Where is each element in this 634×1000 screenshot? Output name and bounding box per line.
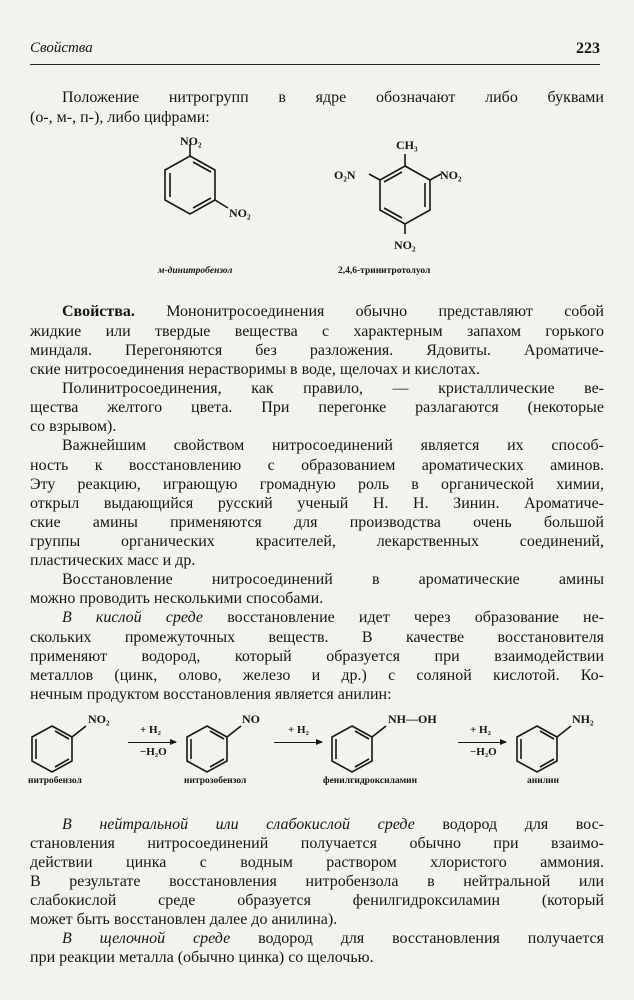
- lower-p7-line-1: [62, 929, 604, 948]
- properties-p3-line-3: Эту реакцию, играющую громадную роль в органической химии,: [30, 476, 604, 493]
- lower-p6-line-1: [62, 815, 604, 834]
- properties-p1-first-rest: Мононитросоединения обычно представляют собой: [166, 303, 604, 320]
- lower-p7-line-2: при реакции металла (обычно цинка) со щелочью.: [30, 949, 374, 966]
- lower-p6-first-rest: водород для вос-: [442, 816, 604, 833]
- properties-p2-line-2: щества желтого цвета. При перегонке разлагаются (некоторые: [30, 399, 604, 416]
- lower-p6-line-3: действии цинка с водным раствором хлористого аммония.: [30, 854, 604, 871]
- intro-line-2: (о-, м-, п-), либо цифрами:: [30, 109, 210, 126]
- properties-p4-line-2: можно проводить несколькими способами.: [30, 590, 324, 607]
- properties-p5-line-5: нечным продуктом восстановления является анилин:: [30, 686, 392, 703]
- properties-p5-line-2: скольких промежуточных веществ. В качестве восстановителя: [30, 629, 604, 646]
- properties-p3-line-6: группы органических красителей, лекарственных соединений,: [30, 533, 604, 550]
- properties-p1-line-4: ские нитросоединения нерастворимы в воде, щелочах и кислотах.: [30, 361, 481, 378]
- arrow3-bottom-label: −H₂O: [470, 746, 497, 758]
- aniline-group: NH₂: [572, 712, 594, 726]
- lower-p6-line-4: В результате восстановления нитробензола в нейтральной или: [30, 873, 604, 890]
- trinitrotoluene-group-top: CH₃: [396, 138, 418, 152]
- properties-p2-line-3: со взрывом).: [30, 418, 117, 435]
- alkaline-medium-label: В щелочной среде: [62, 930, 231, 947]
- properties-p5-first-rest: восстановление идет через образование не-: [227, 609, 605, 626]
- phenylhydroxylamine-group: NH—OH: [388, 712, 437, 726]
- dinitrobenzene-group-top: NO₂: [180, 134, 202, 148]
- aniline-caption: анилин: [527, 776, 559, 786]
- properties-p3-line-5: ские амины применяются для производства очень большой: [30, 514, 604, 531]
- properties-p3-line-1: Важнейшим свойством нитросоединений является их способ-: [62, 437, 604, 454]
- properties-p4-line-1: Восстановление нитросоединений в ароматические амины: [62, 571, 604, 588]
- phenylhydroxylamine-caption: фенилгидроксиламин: [323, 776, 418, 786]
- nitrobenzene-group: NO₂: [88, 712, 110, 726]
- properties-p5-line-3: применяют водород, который образуется при взаимодействии: [30, 648, 604, 665]
- acid-medium-label: В кислой среде: [62, 609, 204, 626]
- nitrobenzene-caption: нитробензол: [28, 776, 82, 786]
- properties-line-1: [62, 302, 604, 321]
- dinitrobenzene-caption: м-динитробензол: [158, 266, 233, 276]
- nitrosobenzene-caption: нитрозобензол: [184, 776, 247, 786]
- neutral-medium-label: В нейтральной или слабокислой среде: [62, 816, 415, 833]
- lower-p7-first-rest: водород для восстановления получается: [258, 930, 605, 947]
- running-header-section: Свойства: [30, 40, 93, 56]
- trinitrotoluene-group-right: NO₂: [440, 168, 462, 182]
- properties-p2-line-1: Полинитросоединения, как правило, — кристаллические ве-: [62, 380, 604, 397]
- trinitrotoluene-caption: 2,4,6-тринитротолуол: [338, 266, 431, 276]
- trinitrotoluene-group-bottom: NO₂: [394, 238, 416, 252]
- dinitrobenzene-group-meta: NO₂: [229, 206, 251, 220]
- arrow2-top-label: + H₂: [288, 724, 309, 736]
- properties-p3-line-7: пластических масс и др.: [30, 552, 196, 569]
- intro-line-1: Положение нитрогрупп в ядре обозначают либо буквами: [62, 89, 604, 106]
- properties-heading: Свойства.: [62, 303, 135, 320]
- lower-p6-line-2: становления нитросоединений получается обычно при взаимо-: [30, 835, 604, 852]
- nitrosobenzene-group: NO: [242, 712, 260, 726]
- page-number: 223: [576, 40, 600, 57]
- properties-p1-line-2: жидкие или твердые вещества с характерным запахом горького: [30, 323, 604, 340]
- lower-p6-line-6: может быть восстановлен далее до анилина).: [30, 911, 338, 928]
- trinitrotoluene-group-left: O₂N: [334, 168, 356, 182]
- properties-p5-line-4: металлов (цинк, олово, железо и др.) с соляной кислотой. Ко-: [30, 667, 604, 684]
- lower-p6-line-5: слабокислой среде образуется фенилгидроксиламин (который: [30, 892, 604, 909]
- properties-p3-line-2: ность к восстановлению с образованием ароматических аминов.: [30, 457, 604, 474]
- arrow1-top-label: + H₂: [140, 724, 161, 736]
- reaction-arrow-3: [458, 742, 506, 743]
- properties-p1-line-3: миндаля. Перегоняются без разложения. Ядовиты. Ароматиче-: [30, 342, 604, 359]
- reaction-arrow-1: [128, 742, 176, 743]
- arrow3-top-label: + H₂: [470, 724, 491, 736]
- dinitrobenzene-structure: [160, 150, 270, 260]
- arrow1-bottom-label: −H₂O: [140, 746, 167, 758]
- properties-p3-line-4: открыл выдающийся русский ученый Н. Н. Зинин. Ароматиче-: [30, 495, 604, 512]
- properties-p5-line-1: [62, 608, 604, 627]
- reaction-arrow-2: [274, 742, 322, 743]
- header-rule: [30, 64, 600, 65]
